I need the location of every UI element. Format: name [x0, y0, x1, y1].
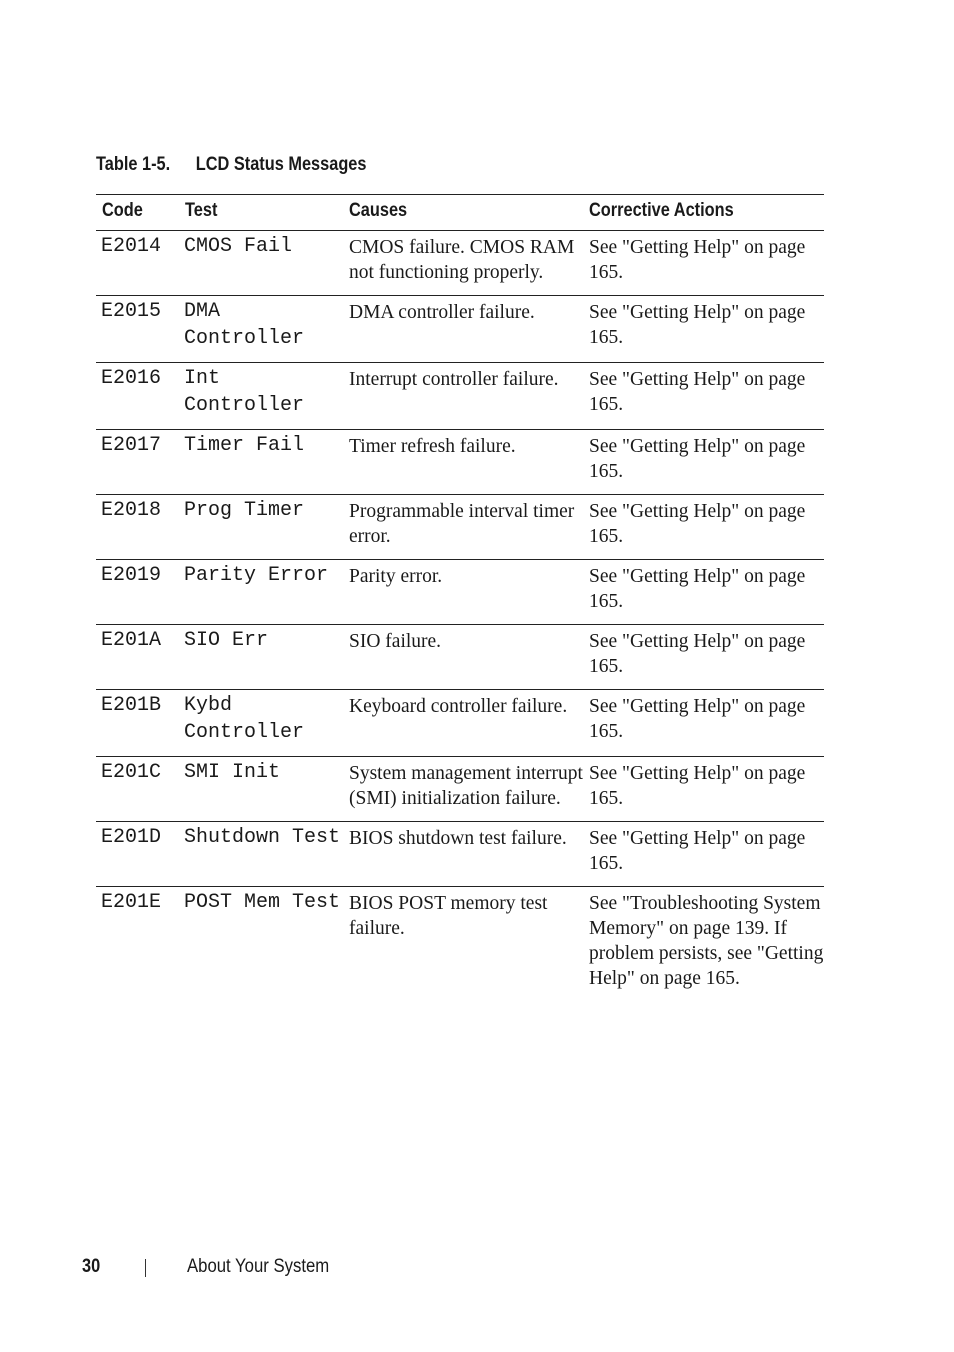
cell-cause: Keyboard controller failure. [345, 690, 585, 757]
cell-cause: Parity error. [345, 560, 585, 625]
page-number: 30 [82, 1256, 101, 1277]
cell-code: E2017 [96, 430, 179, 495]
table-row [96, 363, 824, 430]
cell-test: Timer Fail [179, 430, 345, 495]
cell-test: CMOS Fail [179, 231, 345, 296]
cell-action: See "Getting Help" on page 165. [585, 430, 824, 495]
cell-action: See "Getting Help" on page 165. [585, 363, 824, 430]
cell-test: SIO Err [179, 625, 345, 690]
cell-code: E201E [101, 891, 162, 914]
cell-action: See "Getting Help" on page 165. [585, 560, 824, 625]
cell-code: E201C [96, 757, 179, 822]
lcd-status-table [96, 194, 824, 1001]
cell-test: Shutdown Test [179, 822, 345, 887]
cell-test: Kybd Controller [179, 690, 345, 757]
section-title: About Your System [187, 1256, 330, 1277]
table-row [96, 560, 824, 625]
cell-code: E2014 [96, 231, 179, 296]
header-test: Test [179, 195, 345, 231]
cell-action: See "Getting Help" on page 165. [585, 495, 824, 560]
table-row [96, 887, 824, 1002]
cell-code: E201A [96, 625, 179, 690]
cell-code: E2016 [96, 363, 179, 430]
page-footer [82, 1256, 330, 1278]
cell-cause: Timer refresh failure. [345, 430, 585, 495]
table-number: Table 1-5. [96, 154, 171, 175]
cell-test: Prog Timer [179, 495, 345, 560]
table-row [96, 757, 824, 822]
table-title: LCD Status Messages [195, 154, 367, 175]
cell-action: See "Getting Help" on page 165. [585, 822, 824, 887]
cell-cause: CMOS failure. CMOS RAM not functioning properly. [345, 231, 585, 296]
cell-code: E2015 [96, 296, 179, 363]
cell-cause: System management interrupt (SMI) initialization failure. [345, 757, 585, 822]
table-row [96, 231, 824, 296]
cell-cause: Interrupt controller failure. [345, 363, 585, 430]
cell-action: See "Getting Help" on page 165. [585, 690, 824, 757]
table-row [96, 690, 824, 757]
table-row [96, 495, 824, 560]
cell-action: See "Getting Help" on page 165. [585, 625, 824, 690]
table-caption [96, 154, 366, 176]
cell-test: SMI Init [179, 757, 345, 822]
cell-code: E2018 [96, 495, 179, 560]
cell-cause: BIOS POST memory test failure. [349, 893, 548, 939]
table-row [96, 822, 824, 887]
cell-code: E201D [96, 822, 179, 887]
cell-cause: DMA controller failure. [345, 296, 585, 363]
header-corrective-actions: Corrective Actions [585, 195, 824, 231]
cell-test: DMA Controller [179, 296, 345, 363]
cell-cause: BIOS shutdown test failure. [345, 822, 585, 887]
footer-divider [145, 1259, 146, 1277]
cell-code: E2019 [96, 560, 179, 625]
cell-action: See "Getting Help" on page 165. [585, 231, 824, 296]
header-causes: Causes [345, 195, 585, 231]
cell-action: See "Getting Help" on page 165. [585, 296, 824, 363]
table-row [96, 625, 824, 690]
table-header-row [96, 195, 824, 231]
table-row [96, 296, 824, 363]
cell-cause: SIO failure. [345, 625, 585, 690]
cell-test: Int Controller [179, 363, 345, 430]
cell-cause: Programmable interval timer error. [345, 495, 585, 560]
cell-code: E201B [96, 690, 179, 757]
cell-action: See "Getting Help" on page 165. [585, 757, 824, 822]
cell-test: POST Mem Test [184, 891, 341, 914]
table-row [96, 430, 824, 495]
header-code: Code [96, 195, 179, 231]
cell-action: See "Troubleshooting System Memory" on page 139. If problem persists, see "Getting Help" on page 165. [589, 893, 824, 989]
cell-test: Parity Error [179, 560, 345, 625]
